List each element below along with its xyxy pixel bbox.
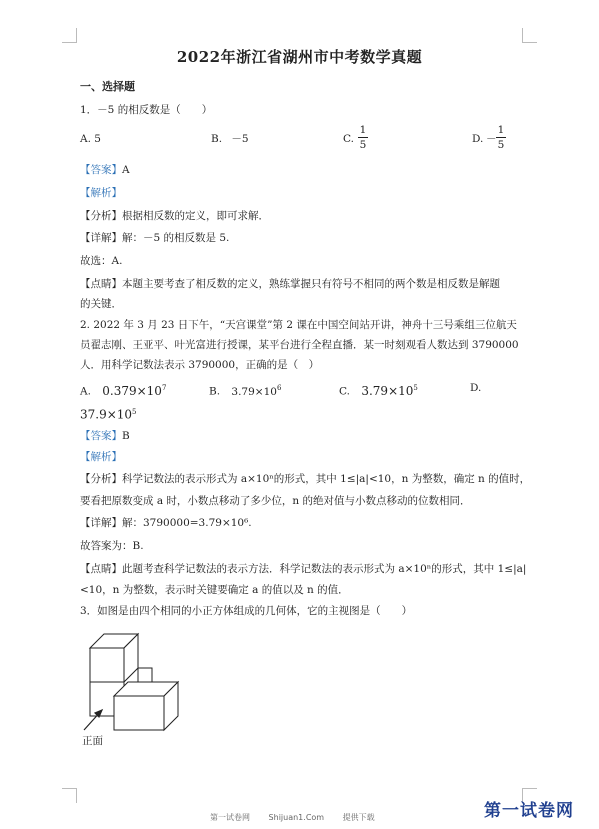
q1-fenxi	[80, 209, 269, 223]
page-footer	[210, 812, 391, 823]
q2-stem-3: 人．用科学记数法表示 3790000，正确的是（ ）	[80, 359, 320, 371]
q2-option-c-value: 3.79×10	[361, 383, 414, 398]
q2-option-b-exponent: 6	[276, 384, 282, 392]
q2-stem-2: 员翟志刚、王亚平、叶光富进行授课，某平台进行全程直播．某一时刻观看人数达到 3790000	[80, 339, 519, 351]
q1-dianjing-2: 的关键．	[80, 298, 122, 310]
q2-option-a-label: A.	[80, 385, 91, 398]
q2-dianjing-1	[80, 562, 526, 576]
q2-option-c-exponent: 5	[413, 384, 418, 392]
fenxi-tag: 【分析】	[80, 210, 122, 222]
q2-option-c-label: C.	[339, 385, 350, 398]
q1-option-d-numerator: 1	[497, 124, 505, 136]
q2-answer	[80, 429, 130, 443]
crop-mark-top-left	[62, 28, 77, 43]
crop-mark-top-right	[522, 28, 537, 43]
q2-fenxi-2: 要看把原数变成 a 时，小数点移动了多少位，n 的绝对值与小数点移动的位数相同．	[80, 495, 471, 507]
answer-tag: 【答案】	[80, 430, 122, 442]
q2-xiangjie-text: 解：3790000=3.79×10⁶.	[122, 517, 252, 529]
q2-answer-value: B	[122, 430, 130, 442]
q2-option-b	[209, 381, 281, 399]
xiangjie-tag: 【详解】	[80, 517, 122, 529]
q1-conclusion: 故选：A.	[80, 255, 123, 267]
q1-dianjing-text-1: 本题主要考查了相反数的定义，熟练掌握只有符号不相同的两个数是相反数是解题	[122, 278, 500, 290]
fraction-bar	[358, 137, 368, 138]
cube-front-face	[114, 696, 164, 730]
q1-option-b-label: B.	[211, 133, 223, 145]
q1-option-d-sign: －	[486, 133, 497, 145]
q2-fenxi-1	[80, 472, 530, 486]
q1-xiangjie-text: 解：－5 的相反数是 5.	[122, 232, 230, 244]
q2-option-b-value: 3.79×10	[231, 385, 277, 398]
q2-stem-1: 2. 2022 年 3 月 23 日下午，“天宫课堂”第 2 课在中国空间站开讲，神舟十三号乘组三位航天	[80, 319, 517, 331]
section-heading: 一、选择题	[80, 80, 135, 93]
footer-site-name: 第一试卷网	[210, 813, 250, 822]
q1-answer-value: A	[122, 164, 130, 176]
answer-tag: 【答案】	[80, 164, 122, 176]
q1-option-c-label: C.	[343, 133, 354, 145]
q1-option-c-fraction	[358, 124, 368, 152]
xiangjie-tag: 【详解】	[80, 232, 122, 244]
crop-mark-bottom-left	[62, 788, 77, 803]
fenxi-tag: 【分析】	[80, 473, 122, 485]
q2-dianjing-text-1: 此题考查科学记数法的表示方法．科学记数法的表示形式为 a×10ⁿ的形式，其中 1≤|a|	[122, 563, 527, 575]
fraction-bar	[496, 137, 506, 138]
q2-option-d-value: 37.9×10	[80, 407, 133, 422]
q1-option-c-denominator: 5	[359, 139, 367, 151]
q1-answer	[80, 163, 130, 177]
q1-option-d-fraction	[496, 124, 506, 152]
q1-dianjing-1	[80, 277, 500, 291]
q1-option-d-label: D.	[472, 133, 484, 145]
q2-analysis-tag: 【解析】	[80, 451, 122, 463]
q1-option-c-numerator: 1	[359, 124, 367, 136]
footer-site-url: Shijuan1.Com	[268, 813, 325, 822]
document-title: 2022年浙江省湖州市中考数学真题	[176, 48, 423, 66]
q1-stem: 1．－5 的相反数是（ ）	[80, 104, 213, 116]
cube-figure	[80, 630, 190, 734]
q2-option-d-exponent: 5	[132, 408, 137, 416]
q2-dianjing-2: <10，n 为整数，表示时关键要确定 a 的值以及 n 的值．	[80, 584, 349, 596]
q2-option-d	[80, 405, 137, 423]
q1-option-a: A. 5	[80, 133, 101, 145]
dianjing-tag: 【点睛】	[80, 278, 122, 290]
q2-option-c	[339, 381, 418, 399]
cube-front-face	[90, 648, 124, 682]
q2-option-a-value: 0.379×10	[102, 383, 162, 398]
q3-stem: 3．如图是由四个相同的小正方体组成的几何体，它的主视图是（ ）	[80, 605, 413, 617]
q1-fenxi-text: 根据相反数的定义，即可求解．	[122, 210, 269, 222]
q1-xiangjie	[80, 231, 229, 245]
dianjing-tag: 【点睛】	[80, 563, 122, 575]
q2-option-a	[80, 381, 166, 399]
q1-option-b-value: －5	[231, 133, 249, 145]
q2-conclusion: 故答案为：B.	[80, 540, 144, 552]
q2-option-d-label: D.	[470, 382, 482, 394]
q2-xiangjie	[80, 516, 252, 530]
footer-provider: 提供下载	[342, 813, 375, 822]
brand-logo-text: 第一试卷网	[484, 801, 574, 821]
front-view-label: 正面	[82, 735, 103, 747]
q2-option-a-exponent: 7	[161, 384, 167, 392]
q1-option-b	[211, 132, 249, 146]
q1-analysis-tag: 【解析】	[80, 187, 122, 199]
q1-option-d-denominator: 5	[497, 139, 505, 151]
q2-fenxi-text-1: 科学记数法的表示形式为 a×10ⁿ的形式，其中 1≤|a|<10，n 为整数，确定 n 的值时，	[122, 473, 531, 485]
q2-option-b-label: B.	[209, 385, 221, 398]
